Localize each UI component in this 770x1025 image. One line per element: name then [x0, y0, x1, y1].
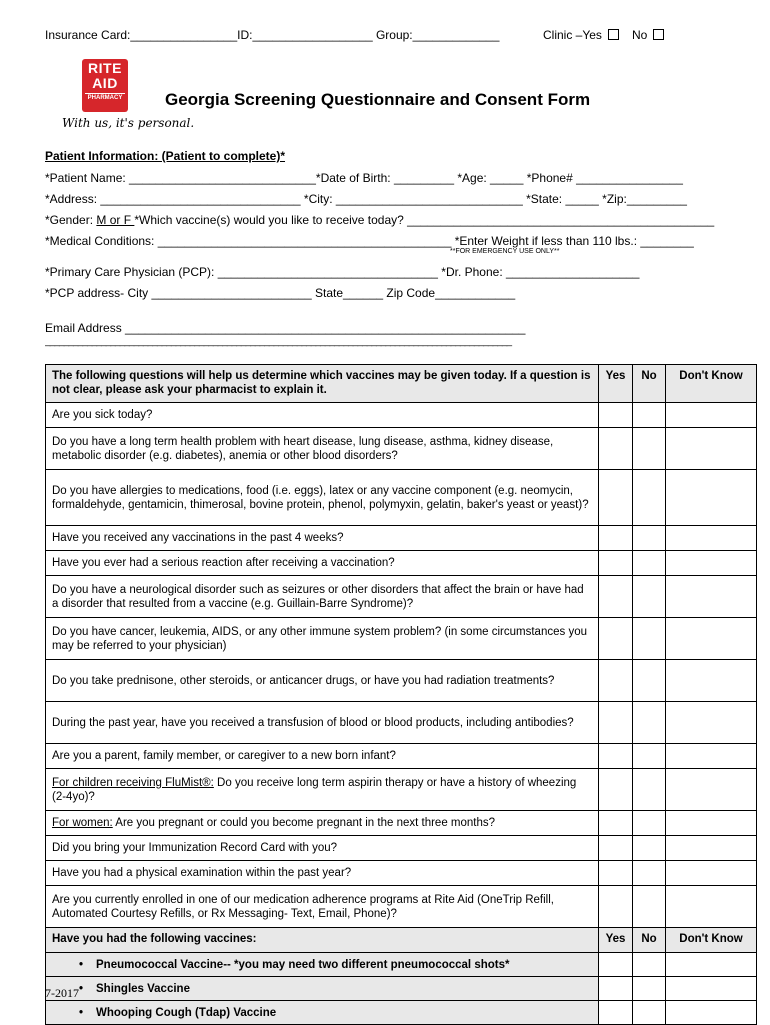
question-row	[46, 861, 757, 886]
dont-know-answer-cell[interactable]	[666, 977, 757, 1001]
no-answer-cell[interactable]	[633, 660, 666, 702]
no-answer-cell[interactable]	[633, 702, 666, 744]
question-text	[46, 470, 599, 526]
no-answer-cell[interactable]	[633, 403, 666, 428]
question-row	[46, 470, 757, 526]
rite-aid-logo	[82, 59, 128, 112]
question-row	[46, 702, 757, 744]
question-row	[46, 403, 757, 428]
gender-vaccine-row[interactable]	[45, 213, 714, 227]
no-answer-cell[interactable]	[633, 551, 666, 576]
dont-know-column-header: Don't Know	[666, 365, 757, 403]
vaccine-name	[46, 977, 599, 1001]
logo-line-2: AID	[92, 75, 118, 91]
yes-answer-cell[interactable]	[599, 551, 633, 576]
question-label: Are you a parent, family member, or caregiver to a new born infant?	[52, 750, 396, 762]
dont-know-column-header: Don't Know	[666, 928, 757, 953]
vaccine-row	[46, 953, 757, 977]
clinic-no-option[interactable]	[632, 28, 664, 42]
dont-know-answer-cell[interactable]	[666, 660, 757, 702]
table-header-row	[46, 365, 757, 403]
question-text	[46, 769, 599, 811]
no-answer-cell[interactable]	[633, 977, 666, 1001]
question-text	[46, 428, 599, 470]
insurance-line: Insurance Card:________________ID:__________________ Group:_____________	[45, 28, 500, 42]
question-label: Do you have cancer, leukemia, AIDS, or any other immune system problem? (in some circumstances you may be referred to your physician)	[52, 625, 587, 652]
question-label: Have you received any vaccinations in the past 4 weeks?	[52, 532, 344, 544]
no-answer-cell[interactable]	[633, 618, 666, 660]
vaccines-header-row	[46, 928, 757, 953]
question-text	[46, 886, 599, 928]
no-answer-cell[interactable]	[633, 526, 666, 551]
yes-answer-cell[interactable]	[599, 428, 633, 470]
footer-date: 7-2017	[45, 986, 79, 1000]
question-row	[46, 428, 757, 470]
yes-column-header: Yes	[599, 365, 633, 403]
yes-answer-cell[interactable]	[599, 660, 633, 702]
no-answer-cell[interactable]	[633, 744, 666, 769]
yes-answer-cell[interactable]	[599, 1001, 633, 1025]
question-row	[46, 811, 757, 836]
question-text	[46, 861, 599, 886]
dont-know-answer-cell[interactable]	[666, 618, 757, 660]
address-row[interactable]: *Address: ______________________________ *City: ____________________________ *State: _____ *Zip:_________	[45, 192, 687, 206]
dont-know-answer-cell[interactable]	[666, 744, 757, 769]
question-qualifier: For women:	[52, 817, 113, 829]
question-row	[46, 886, 757, 928]
question-row	[46, 744, 757, 769]
yes-answer-cell[interactable]	[599, 886, 633, 928]
bullet-icon: •	[78, 982, 84, 995]
vaccines-header-text: Have you had the following vaccines:	[46, 928, 599, 953]
dont-know-answer-cell[interactable]	[666, 428, 757, 470]
email-row[interactable]: Email Address ____________________________________________________________	[45, 321, 526, 335]
no-answer-cell[interactable]	[633, 769, 666, 811]
patient-info-heading: Patient Information: (Patient to complete)*	[45, 149, 286, 163]
question-text	[46, 811, 599, 836]
question-row	[46, 618, 757, 660]
question-label: Have you had a physical examination within the past year?	[52, 867, 352, 879]
question-row	[46, 769, 757, 811]
no-answer-cell[interactable]	[633, 811, 666, 836]
question-text	[46, 702, 599, 744]
vaccine-label: Shingles Vaccine	[96, 982, 190, 995]
clinic-yes-checkbox[interactable]	[608, 29, 619, 40]
question-text	[46, 618, 599, 660]
question-text	[46, 576, 599, 618]
screening-table	[45, 364, 757, 1025]
emergency-note: **FOR EMERGENCY USE ONLY**	[450, 248, 560, 255]
no-answer-cell[interactable]	[633, 1001, 666, 1025]
dont-know-answer-cell[interactable]	[666, 836, 757, 861]
question-label: Are you currently enrolled in one of our medication adherence programs at Rite Aid (OneTrip Refill, Automated Courtesy Refills, or Rx Messaging- Text, Email, Phone)?	[52, 893, 554, 920]
yes-answer-cell[interactable]	[599, 576, 633, 618]
dont-know-answer-cell[interactable]	[666, 576, 757, 618]
yes-answer-cell[interactable]	[599, 618, 633, 660]
patient-name-row[interactable]: *Patient Name: ____________________________*Date of Birth: _________ *Age: _____ *Phone# ________________	[45, 171, 683, 185]
no-answer-cell[interactable]	[633, 886, 666, 928]
dont-know-answer-cell[interactable]	[666, 403, 757, 428]
question-label: Do you take prednisone, other steroids, or anticancer drugs, or have you had radiation treatments?	[52, 674, 555, 687]
yes-answer-cell[interactable]	[599, 769, 633, 811]
vaccine-request-label: *Which vaccine(s) would you like to receive today? ______________________________________________	[134, 213, 715, 227]
vaccine-label: Pneumococcal Vaccine-- *you may need two different pneumococcal shots*	[96, 958, 510, 971]
no-answer-cell[interactable]	[633, 836, 666, 861]
question-text	[46, 403, 599, 428]
vaccine-row	[46, 1001, 757, 1025]
question-label: Do you have a neurological disorder such as seizures or other disorders that affect the brain or have had a disorder that resulted from a vaccine (e.g. Guillain-Barre Syndrome)?	[52, 583, 584, 610]
table-header-text: The following questions will help us determine which vaccines may be given today. If a question is not clear, please ask your pharmacist to explain it.	[46, 365, 599, 403]
dont-know-answer-cell[interactable]	[666, 886, 757, 928]
gender-options[interactable]: M or F	[96, 213, 135, 227]
yes-answer-cell[interactable]	[599, 702, 633, 744]
clinic-no-checkbox[interactable]	[653, 29, 664, 40]
question-text	[46, 836, 599, 861]
question-row	[46, 576, 757, 618]
dont-know-answer-cell[interactable]	[666, 551, 757, 576]
dont-know-answer-cell[interactable]	[666, 702, 757, 744]
gender-label: *Gender:	[45, 213, 97, 227]
yes-column-header: Yes	[599, 928, 633, 953]
question-text	[46, 526, 599, 551]
dont-know-answer-cell[interactable]	[666, 811, 757, 836]
vaccine-name	[46, 953, 599, 977]
pcp-row[interactable]: *Primary Care Physician (PCP): _________________________________ *Dr. Phone: ____________________	[45, 265, 640, 279]
yes-answer-cell[interactable]	[599, 977, 633, 1001]
dont-know-answer-cell[interactable]	[666, 769, 757, 811]
question-label: Do you receive long term aspirin therapy or have a history of wheezing (2-4yo)?	[52, 776, 577, 803]
question-text	[46, 744, 599, 769]
yes-answer-cell[interactable]	[599, 811, 633, 836]
question-text	[46, 551, 599, 576]
dont-know-answer-cell[interactable]	[666, 470, 757, 526]
page-title: Georgia Screening Questionnaire and Consent Form	[165, 90, 591, 109]
no-answer-cell[interactable]	[633, 576, 666, 618]
medical-conditions-row[interactable]: *Medical Conditions: ____________________________________________ *Enter Weight if less than 110 lbs.: ________	[45, 234, 694, 248]
bullet-icon: •	[78, 1006, 84, 1019]
question-row	[46, 836, 757, 861]
dont-know-answer-cell[interactable]	[666, 1001, 757, 1025]
clinic-yes-label: Clinic –Yes	[543, 28, 602, 42]
no-answer-cell[interactable]	[633, 470, 666, 526]
vaccine-name	[46, 1001, 599, 1025]
question-label: Are you pregnant or could you become pregnant in the next three months?	[112, 817, 496, 829]
no-column-header: No	[633, 928, 666, 953]
bullet-icon: •	[78, 958, 84, 971]
dont-know-answer-cell[interactable]	[666, 526, 757, 551]
vaccine-row	[46, 977, 757, 1001]
logo-line-1: RITE	[88, 60, 122, 76]
no-answer-cell[interactable]	[633, 861, 666, 886]
question-label: During the past year, have you received a transfusion of blood or blood products, including antibodies?	[52, 716, 574, 729]
clinic-no-label: No	[632, 28, 648, 42]
yes-answer-cell[interactable]	[599, 953, 633, 977]
question-label: Do you have allergies to medications, food (i.e. eggs), latex or any vaccine component (e.g. neomycin, formaldehyde, gentamicin, thimerosal, bovine protein, phenol, polymyxin, gelatin, baker's yeast or yeast)?	[52, 484, 589, 511]
dont-know-answer-cell[interactable]	[666, 861, 757, 886]
question-row	[46, 551, 757, 576]
question-row	[46, 526, 757, 551]
question-row	[46, 660, 757, 702]
question-label: Do you have a long term health problem with heart disease, lung disease, asthma, kidney disease, metabolic disorder (e.g. diabetes), anemia or other blood disorders?	[52, 435, 554, 462]
no-answer-cell[interactable]	[633, 953, 666, 977]
yes-answer-cell[interactable]	[599, 744, 633, 769]
yes-answer-cell[interactable]	[599, 526, 633, 551]
question-label: Are you sick today?	[52, 409, 153, 421]
email-continuation-row[interactable]: ____________________________________________________________________________________________________	[45, 336, 512, 347]
yes-answer-cell[interactable]	[599, 836, 633, 861]
pcp-address-row[interactable]: *PCP address- City ________________________ State______ Zip Code____________	[45, 286, 516, 300]
no-column-header: No	[633, 365, 666, 403]
vaccine-label: Whooping Cough (Tdap) Vaccine	[96, 1006, 277, 1019]
logo-tagline: With us, it's personal.	[62, 116, 195, 130]
yes-answer-cell[interactable]	[599, 403, 633, 428]
no-answer-cell[interactable]	[633, 428, 666, 470]
question-label: Did you bring your Immunization Record Card with you?	[52, 842, 338, 854]
question-text	[46, 660, 599, 702]
dont-know-answer-cell[interactable]	[666, 953, 757, 977]
clinic-yes-option[interactable]	[543, 28, 619, 42]
question-label: Have you ever had a serious reaction after receiving a vaccination?	[52, 557, 395, 569]
question-qualifier: For children receiving FluMist®:	[52, 776, 214, 789]
yes-answer-cell[interactable]	[599, 470, 633, 526]
logo-line-3: PHARMACY	[85, 93, 125, 102]
yes-answer-cell[interactable]	[599, 861, 633, 886]
